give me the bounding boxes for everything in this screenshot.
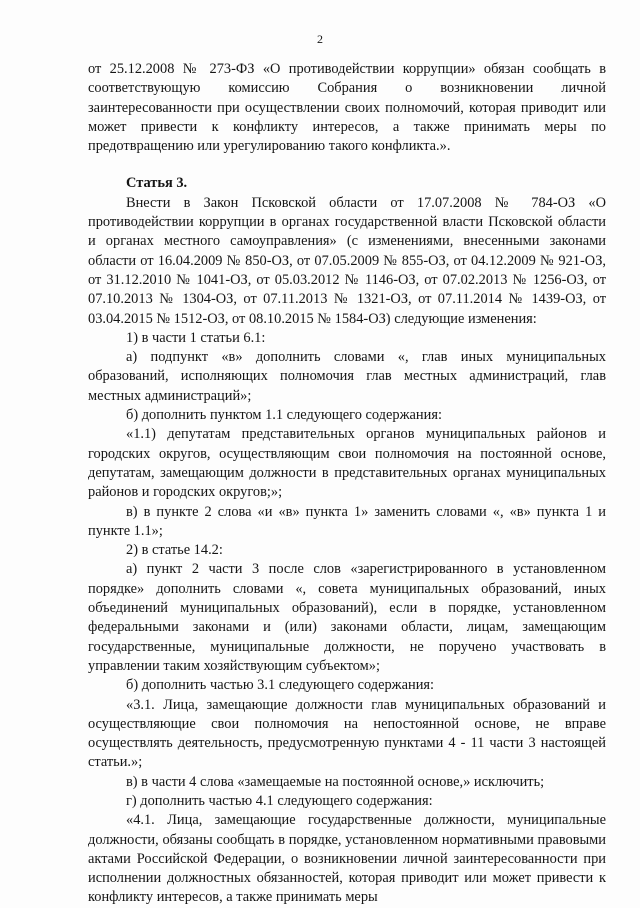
document-body [88, 60, 606, 908]
list-item: 1) в части 1 статьи 6.1: [126, 329, 266, 346]
list-item: б) дополнить частью 3.1 следующего содержания: [126, 677, 435, 694]
list-item: в) в пункте 2 слова «и «в» пункта 1» заменить словами «, «в» пункта 1 и пункте 1.1»; [88, 503, 606, 539]
list-item: «4.1. Лица, замещающие государственные должности, муниципальные должности, обязаны сообщать в порядке, установленном нормативными правовыми актами Российской Федерации, о возникновении личной заинтересованности при исполнении должностных обязанностей, которая приводит или может привести к конфликту интересов, а также принимать меры [88, 812, 606, 906]
paragraph-intro: Внести в Закон Псковской области от 17.07.2008 № 784-ОЗ «О противодействии коррупции в органах государственной власти Псковской области и органах местного самоуправления» (с изменениями, внесенными законами области от 16.04.2009 № 850-ОЗ, от 07.05.2009 № 855-ОЗ, от 04.12.2009 № 921-ОЗ, от 31.12.2010 № 1041-ОЗ, от 05.03.2012 № 1146-ОЗ, от 07.02.2013 № 1256-ОЗ, от 07.10.2013 № 1304-ОЗ, от 07.11.2013 № 1321-ОЗ, от 07.11.2014 № 1439-ОЗ, от 03.04.2015 № 1512-ОЗ, от 08.10.2015 № 1584-ОЗ) следующие изменения: [88, 194, 606, 327]
list-item: а) пункт 2 части 3 после слов «зарегистрированного в установленном порядке» дополнить словами «, совета муниципальных образований, иных объединений муниципальных образований), если в порядке, установленном федеральными законами и (или) законами области, лицам, замещающим государственные, муниципальные должности, не поручено участвовать в управлении таким хозяйствующим субъектом»; [88, 561, 606, 674]
list-item: в) в части 4 слова «замещаемые на постоянной основе,» исключить; [126, 773, 545, 790]
list-item: 2) в статье 14.2: [126, 542, 223, 559]
list-item: б) дополнить пунктом 1.1 следующего содержания: [126, 407, 442, 424]
list-item: «3.1. Лица, замещающие должности глав муниципальных образований и осуществляющие свои полномочия на непостоянной основе, не вправе осуществлять деятельность, предусмотренную пунктами 4 - 11 части 3 настоящей статьи.»; [88, 696, 606, 771]
list-item: а) подпункт «в» дополнить словами «, глав иных муниципальных образований, исполняющих полномочия глав местных администраций, глав местных администраций»; [88, 349, 606, 404]
paragraph-continuation: от 25.12.2008 № 273-ФЗ «О противодействии коррупции» обязан сообщать в соответствующую комиссию Собрания о возникновении личной заинтересованности при осуществлении своих полномочий, которая приводит или может привести к конфликту интересов, а также принимать меры по предотвращению или урегулированию такого конфликта.». [88, 61, 606, 155]
list-item: «1.1) депутатам представительных органов муниципальных районов и городских округов, осуществляющим свои полномочия на постоянной основе, депутатам, замещающим должности в представительных органах муниципальных районов и городских округов;»; [88, 426, 606, 501]
list-item: г) дополнить частью 4.1 следующего содержания: [126, 792, 433, 809]
article-heading: Статья 3. [126, 175, 188, 192]
page-number: 2 [317, 32, 323, 46]
